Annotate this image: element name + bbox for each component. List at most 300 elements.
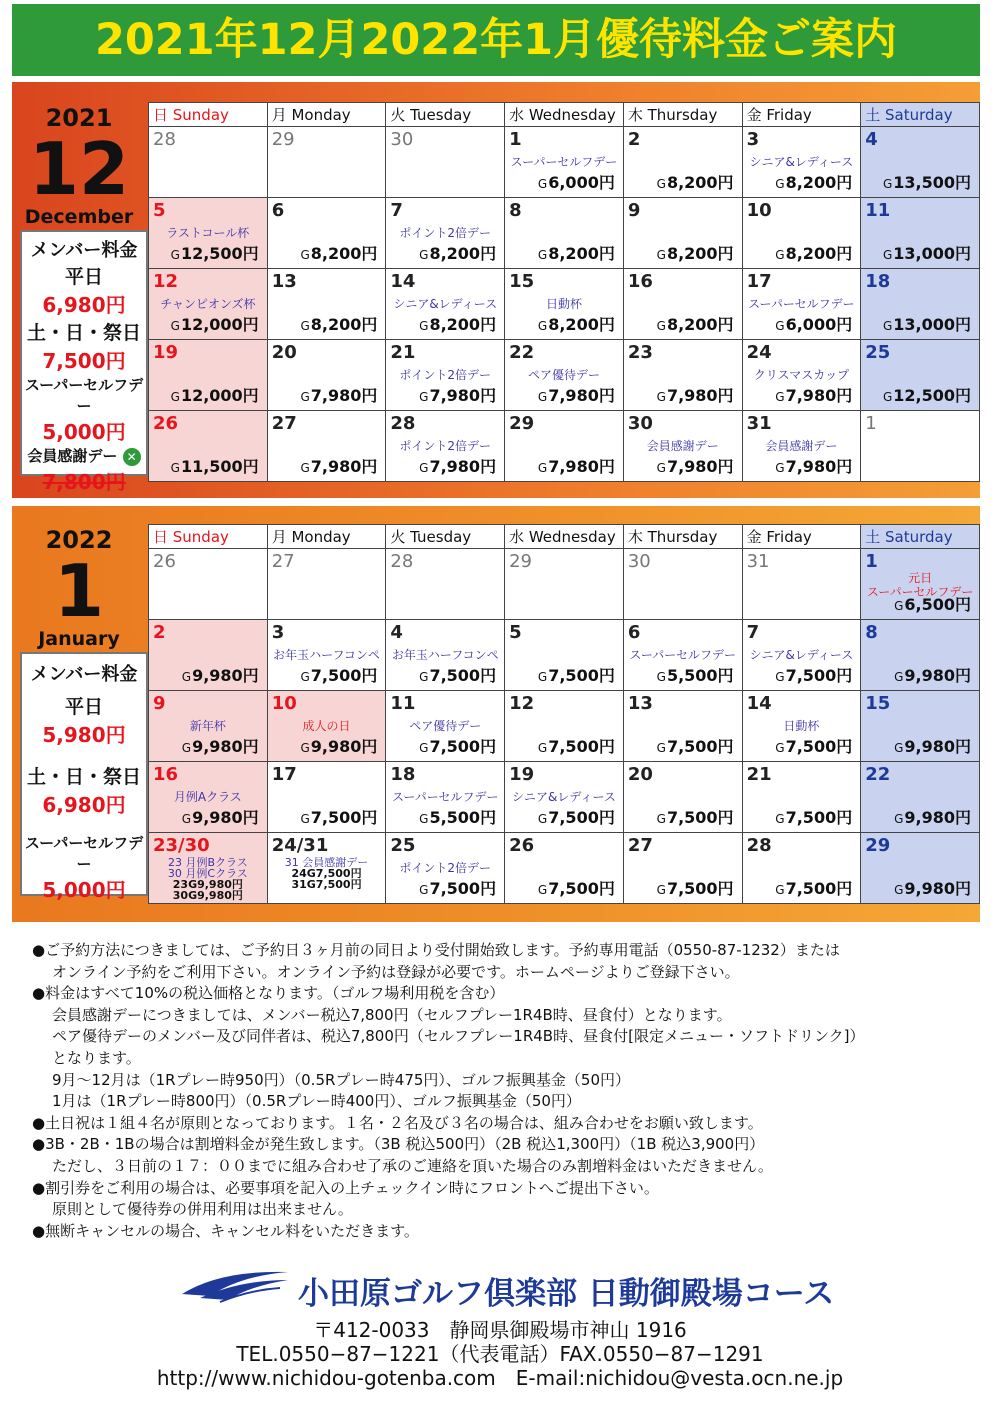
- day-number: 6: [271, 200, 285, 221]
- g-mark: G: [656, 390, 666, 404]
- price-value: 7,980円: [785, 386, 853, 405]
- note-line: 9月〜12月は（1Rプレー時950円）（0.5Rプレー時475円）、ゴルフ振興基金（50円）: [52, 1070, 631, 1089]
- calendar-day-cell: [386, 340, 505, 411]
- price-value: 7,500円: [310, 808, 378, 827]
- weekday-header: 木 Thursday: [623, 103, 742, 127]
- day-number: 29: [509, 413, 535, 434]
- price-value: 7,500円: [666, 879, 734, 898]
- calendar-day-cell: [742, 620, 861, 691]
- note-line: ●無断キャンセルの場合、キャンセル料をいただきます。: [32, 1221, 419, 1240]
- day-event: スーパーセルフデー: [391, 790, 499, 804]
- club-logo: [180, 1264, 880, 1314]
- day-number: 11: [390, 693, 416, 714]
- day-number: 3: [746, 129, 760, 150]
- price-value: 12,500円: [180, 244, 259, 263]
- calendar-day-cell: [861, 269, 980, 340]
- day-number: 20: [627, 764, 653, 785]
- zip-address: 〒412-0033 静岡県御殿場市神山 1916: [313, 1318, 687, 1342]
- price-value: 7,500円: [785, 808, 853, 827]
- g-mark: G: [656, 248, 666, 262]
- g-mark: G: [894, 741, 904, 755]
- price-value: 7,500円: [548, 879, 615, 898]
- day-number: 6: [627, 622, 641, 643]
- calendar-day-cell: [386, 691, 505, 762]
- day-number: 13: [627, 693, 653, 714]
- day-event: ペア優待デー: [527, 368, 600, 382]
- day-price: [775, 241, 852, 264]
- day-number: 18: [865, 271, 891, 292]
- note-line: ●ご予約方法につきましては、ご予約日３ヶ月前の同日より受付開始致します。予約専用電話（0550-87-1232）または: [32, 941, 840, 959]
- price-value: 8,200円: [548, 244, 615, 263]
- calendar-day-cell: [861, 549, 980, 620]
- price-value: 7,500円: [429, 879, 497, 898]
- web-email: http://www.nichidou-gotenba.com E-mail:nichidou@vesta.ocn.ne.jp: [156, 1366, 844, 1390]
- club-logo-icon: [180, 1266, 290, 1306]
- calendar-week-row: [149, 691, 980, 762]
- day-price: [538, 805, 615, 828]
- g-mark: G: [894, 812, 904, 826]
- note-line: 原則として優待券の併用利用は出来ません。: [52, 1200, 353, 1219]
- day-event: スーパーセルフデー: [510, 155, 618, 169]
- day-number: 19: [509, 764, 535, 785]
- calendar-day-cell: [861, 198, 980, 269]
- price-value: 11,500円: [180, 457, 259, 476]
- day-event: 日動杯: [783, 719, 820, 733]
- notes-section: [32, 940, 972, 1242]
- price-value: 8,200円: [785, 173, 853, 192]
- day-number: 31: [746, 551, 770, 572]
- g-mark: G: [181, 670, 192, 684]
- calendar-day-cell: [742, 762, 861, 833]
- calendar-day-cell: [623, 269, 742, 340]
- price-value: 9,980円: [904, 666, 971, 685]
- day-price: [538, 663, 615, 686]
- weekday-price: 6,980円: [42, 293, 126, 317]
- day-event: ペア優待デー: [409, 719, 482, 733]
- note-line: 1月は（1Rプレー時800円）（0.5Rプレー時400円）、ゴルフ振興基金（50円）: [52, 1092, 581, 1111]
- day-event: 成人の日: [302, 719, 351, 733]
- calendar-day-cell: [149, 269, 268, 340]
- day-number: 22: [865, 764, 891, 785]
- calendar-day-cell: [505, 340, 624, 411]
- day-number: 15: [865, 693, 891, 714]
- event-line: 31G7,500円: [291, 878, 362, 890]
- event-line: 31 会員感謝デー: [284, 857, 369, 869]
- g-mark: G: [656, 883, 666, 897]
- calendar-day-cell: [623, 127, 742, 198]
- january-panel: [12, 506, 980, 922]
- calendar-day-cell: [505, 762, 624, 833]
- phone-fax: TEL.0550−87−1221（代表電話）FAX.0550−87−1291: [236, 1342, 764, 1366]
- g-mark: G: [537, 390, 548, 404]
- price-value: 7,500円: [310, 666, 378, 685]
- price-value: 8,200円: [310, 315, 378, 334]
- day-number: 27: [271, 551, 295, 572]
- note-line: ●割引券をご利用の場合は、必要事項を記入の上チェックイン時にフロントへご提出下さい。: [32, 1178, 659, 1197]
- price-value: 9,980円: [904, 879, 971, 898]
- price-value: 13,500円: [893, 173, 971, 192]
- g-mark: G: [656, 741, 666, 755]
- weekday-header: 土 Saturday: [861, 525, 980, 549]
- g-mark: G: [300, 741, 310, 755]
- day-price: [894, 592, 971, 615]
- day-price: [775, 312, 852, 335]
- day-number: 27: [627, 835, 653, 856]
- weekday-header: 火 Tuesday: [386, 525, 505, 549]
- day-number: 22: [509, 342, 535, 363]
- calendar-day-cell: [267, 620, 386, 691]
- day-number: 11: [865, 200, 891, 221]
- day-number: 21: [746, 764, 772, 785]
- calendar-day-cell: [267, 127, 386, 198]
- calendar-day-cell: [861, 762, 980, 833]
- day-price: [775, 805, 852, 828]
- calendar-day-cell: [742, 198, 861, 269]
- g-mark: G: [882, 390, 893, 404]
- price-value: 7,980円: [666, 386, 734, 405]
- calendar-day-cell: [386, 269, 505, 340]
- price-value: 7,500円: [666, 737, 734, 756]
- day-price: [300, 312, 377, 335]
- price-value: 8,200円: [785, 244, 853, 263]
- page-title: 2021年12月2022年1月優待料金ご案内: [12, 4, 980, 76]
- price-value: 8,200円: [666, 315, 734, 334]
- price-value: 13,000円: [893, 244, 971, 263]
- calendar-day-cell: [386, 411, 505, 482]
- day-price: [300, 383, 377, 406]
- note-line: となります。: [52, 1048, 141, 1067]
- weekday-header: 日 Sunday: [149, 525, 268, 549]
- calendar-day-cell: [505, 549, 624, 620]
- g-mark: G: [170, 319, 180, 333]
- month-english: December: [24, 206, 134, 228]
- day-event: 会員感謝デー: [646, 439, 719, 453]
- day-multi-events: [270, 857, 384, 890]
- weekday-header: 水 Wednesday: [505, 103, 624, 127]
- day-number: 30: [627, 413, 653, 434]
- day-price: [538, 241, 615, 264]
- calendar-day-cell: [861, 411, 980, 482]
- calendar-day-cell: [505, 198, 624, 269]
- g-mark: G: [656, 177, 666, 191]
- calendar-day-cell: [505, 269, 624, 340]
- price-value: 7,500円: [548, 737, 615, 756]
- day-number: 26: [153, 413, 179, 434]
- calendar-day-cell: [149, 127, 268, 198]
- day-price: [883, 241, 971, 264]
- calendar-day-cell: [623, 620, 742, 691]
- weekday-header: 火 Tuesday: [386, 103, 505, 127]
- day-event: お年玉ハーフコンペ: [391, 648, 499, 662]
- day-number: 2: [627, 129, 641, 150]
- g-mark: G: [656, 319, 666, 333]
- day-price: [419, 241, 496, 264]
- price-value: 5,500円: [429, 808, 497, 827]
- g-mark: G: [775, 812, 785, 826]
- event-line: 24G7,500円: [291, 867, 362, 880]
- price-value: 8,200円: [666, 173, 734, 192]
- day-number: 17: [271, 764, 297, 785]
- day-price: [538, 383, 615, 406]
- g-mark: G: [537, 741, 548, 755]
- december-calendar: [148, 102, 980, 482]
- day-price: [538, 734, 615, 757]
- calendar-day-cell: [149, 340, 268, 411]
- day-event: ラストコール杯: [166, 226, 250, 240]
- day-price: [775, 454, 852, 477]
- g-mark: G: [419, 319, 429, 333]
- day-number: 17: [746, 271, 772, 292]
- g-mark: G: [300, 319, 310, 333]
- g-mark: G: [775, 319, 785, 333]
- price-value: 7,500円: [548, 666, 615, 685]
- g-mark: G: [775, 248, 785, 262]
- weekend-label: 土・日・祭日: [26, 766, 141, 788]
- day-price: [538, 876, 615, 899]
- super-self-price: 5,000円: [42, 878, 126, 902]
- g-mark: G: [181, 741, 192, 755]
- calendar-day-cell: [386, 198, 505, 269]
- price-value: 9,980円: [192, 737, 259, 756]
- calendar-day-cell: [623, 198, 742, 269]
- day-number: 7: [746, 622, 760, 643]
- day-number: 3: [271, 622, 285, 643]
- day-price: [419, 663, 496, 686]
- price-value: 8,200円: [310, 244, 378, 263]
- day-number: 2: [153, 622, 166, 643]
- day-number: 1: [865, 551, 878, 572]
- price-value: 8,200円: [548, 315, 615, 334]
- day-number: 15: [509, 271, 535, 292]
- calendar-day-cell: [861, 691, 980, 762]
- calendar-day-cell: [267, 762, 386, 833]
- december-member-price-box: [20, 230, 148, 494]
- super-self-label: スーパーセルフデー: [24, 376, 144, 415]
- price-value: 7,980円: [310, 457, 378, 476]
- calendar-day-cell: [861, 833, 980, 904]
- day-number: 5: [509, 622, 522, 643]
- price-value: 8,200円: [429, 315, 497, 334]
- calendar-day-cell: [149, 620, 268, 691]
- day-price: [419, 876, 496, 899]
- calendar-day-cell: [861, 620, 980, 691]
- price-value: 6,000円: [548, 173, 615, 192]
- day-price: [894, 663, 971, 686]
- day-price: [419, 312, 496, 335]
- g-mark: G: [181, 812, 192, 826]
- member-price-heading: メンバー料金: [30, 664, 138, 685]
- day-price: [657, 734, 734, 757]
- price-value: 7,500円: [429, 666, 497, 685]
- calendar-day-cell: [861, 127, 980, 198]
- weekday-header: 水 Wednesday: [505, 525, 624, 549]
- weekday-label: 平日: [64, 266, 103, 288]
- calendar-week-row: [149, 762, 980, 833]
- day-price: [419, 805, 496, 828]
- day-event: 新年杯: [189, 719, 226, 733]
- january-month-heading: [12, 526, 146, 650]
- g-mark: G: [419, 670, 429, 684]
- thanks-day-label-row: [22, 445, 146, 466]
- calendar-day-cell: [386, 549, 505, 620]
- day-number: 24/31: [271, 835, 329, 856]
- g-mark: G: [775, 883, 785, 897]
- day-number: 9: [627, 200, 641, 221]
- day-number: 20: [271, 342, 297, 363]
- day-number: 30: [390, 129, 414, 150]
- price-value: 7,500円: [548, 808, 615, 827]
- day-price: [657, 805, 734, 828]
- day-number: 29: [271, 129, 295, 150]
- calendar-day-cell: [623, 340, 742, 411]
- g-mark: G: [419, 461, 429, 475]
- day-price: [538, 170, 615, 193]
- price-value: 5,500円: [666, 666, 734, 685]
- g-mark: G: [537, 461, 548, 475]
- day-price: [419, 454, 496, 477]
- calendar-day-cell: [149, 762, 268, 833]
- price-value: 7,980円: [548, 386, 615, 405]
- super-self-label: スーパーセルフデー: [24, 834, 144, 873]
- day-number: 19: [153, 342, 179, 363]
- day-price: [657, 312, 734, 335]
- weekday-header: 月 Monday: [267, 103, 386, 127]
- weekday-price: 5,980円: [42, 723, 126, 747]
- g-mark: G: [775, 670, 785, 684]
- day-price: [171, 383, 259, 406]
- weekend-label: 土・日・祭日: [26, 322, 141, 344]
- calendar-week-row: [149, 198, 980, 269]
- weekday-header: 金 Friday: [742, 525, 861, 549]
- calendar-day-cell: [267, 833, 386, 904]
- calendar-day-cell: [505, 620, 624, 691]
- january-member-price-box: [20, 652, 148, 902]
- g-mark: G: [882, 177, 893, 191]
- day-price: [657, 383, 734, 406]
- day-price: [182, 663, 259, 686]
- g-mark: G: [656, 461, 666, 475]
- g-mark: G: [537, 248, 548, 262]
- price-value: 7,500円: [785, 737, 853, 756]
- day-number: 25: [865, 342, 891, 363]
- g-mark: G: [170, 390, 180, 404]
- day-number: 4: [390, 622, 403, 643]
- day-event: お年玉ハーフコンペ: [273, 648, 380, 662]
- note-line: オンライン予約をご利用下さい。オンライン予約は登録が必要です。ホームページよりご登録下さい。: [52, 962, 740, 981]
- g-mark: G: [300, 248, 310, 262]
- calendar-day-cell: [623, 411, 742, 482]
- price-value: 9,980円: [192, 808, 259, 827]
- day-number: 8: [865, 622, 878, 643]
- calendar-day-cell: [505, 691, 624, 762]
- day-event: クリスマスカップ: [753, 368, 850, 382]
- day-price: [300, 663, 377, 686]
- g-mark: G: [419, 741, 429, 755]
- day-number: 21: [390, 342, 416, 363]
- g-mark: G: [894, 599, 904, 613]
- weekday-header: 金 Friday: [742, 103, 861, 127]
- day-event: シニア&レディース: [512, 790, 616, 804]
- day-number: 16: [153, 764, 179, 785]
- calendar-day-cell: [505, 833, 624, 904]
- day-price: [171, 312, 259, 335]
- super-self-price: 5,000円: [42, 420, 126, 444]
- calendar-day-cell: [386, 762, 505, 833]
- month-year: 2021: [45, 104, 113, 132]
- day-price: [894, 734, 971, 757]
- december-panel: [12, 82, 980, 498]
- day-number: 30: [627, 551, 651, 572]
- day-number: 29: [509, 551, 532, 572]
- note-line: ただし、３日前の１７：００までに組み合わせ了承のご連絡を頂いた場合のみ割増料金はいただきません。: [52, 1156, 773, 1175]
- day-number: 23: [627, 342, 653, 363]
- day-price: [883, 312, 971, 335]
- calendar-day-cell: [149, 549, 268, 620]
- day-event: 元日: [908, 571, 933, 585]
- price-value: 7,500円: [429, 737, 497, 756]
- day-number: 14: [390, 271, 416, 292]
- event-line: 23 月例Bクラス: [167, 857, 248, 869]
- day-event: チャンピオンズ杯: [160, 297, 256, 311]
- calendar-week-row: [149, 411, 980, 482]
- member-price-heading: メンバー料金: [30, 240, 138, 261]
- weekend-price: 7,500円: [42, 349, 126, 373]
- calendar-day-cell: [149, 691, 268, 762]
- day-price: [894, 805, 971, 828]
- calendar-day-cell: [505, 127, 624, 198]
- calendar-week-row: [149, 340, 980, 411]
- day-event: 日動杯: [545, 297, 582, 311]
- price-value: 9,980円: [192, 666, 259, 685]
- calendar-day-cell: [742, 127, 861, 198]
- g-mark: G: [419, 248, 429, 262]
- price-value: 7,980円: [429, 457, 497, 476]
- weekend-price: 6,980円: [42, 793, 126, 817]
- g-mark: G: [537, 883, 548, 897]
- g-mark: G: [419, 883, 429, 897]
- day-price: [894, 876, 971, 899]
- day-price: [657, 663, 734, 686]
- day-price: [538, 312, 615, 335]
- g-mark: G: [894, 883, 904, 897]
- day-price: [300, 734, 377, 757]
- price-value: 8,200円: [666, 244, 734, 263]
- day-price: [171, 454, 259, 477]
- day-number: 1: [509, 129, 522, 150]
- day-price: [300, 805, 377, 828]
- price-value: 7,980円: [310, 386, 378, 405]
- day-event: 月例Aクラス: [173, 790, 242, 804]
- g-mark: G: [300, 461, 310, 475]
- g-mark: G: [537, 177, 548, 191]
- day-number: 13: [271, 271, 297, 292]
- day-event: ポイント2倍デー: [399, 861, 492, 875]
- day-number: 8: [509, 200, 522, 221]
- calendar-day-cell: [861, 340, 980, 411]
- calendar-day-cell: [149, 411, 268, 482]
- calendar-week-row: [149, 833, 980, 904]
- g-mark: G: [300, 812, 310, 826]
- calendar-day-cell: [623, 833, 742, 904]
- price-value: 7,980円: [666, 457, 734, 476]
- calendar-day-cell: [267, 198, 386, 269]
- price-value: 6,500円: [904, 595, 971, 614]
- day-price: [182, 805, 259, 828]
- g-mark: G: [775, 741, 785, 755]
- day-event: ポイント2倍デー: [399, 226, 492, 240]
- price-value: 7,980円: [548, 457, 615, 476]
- day-price: [657, 876, 734, 899]
